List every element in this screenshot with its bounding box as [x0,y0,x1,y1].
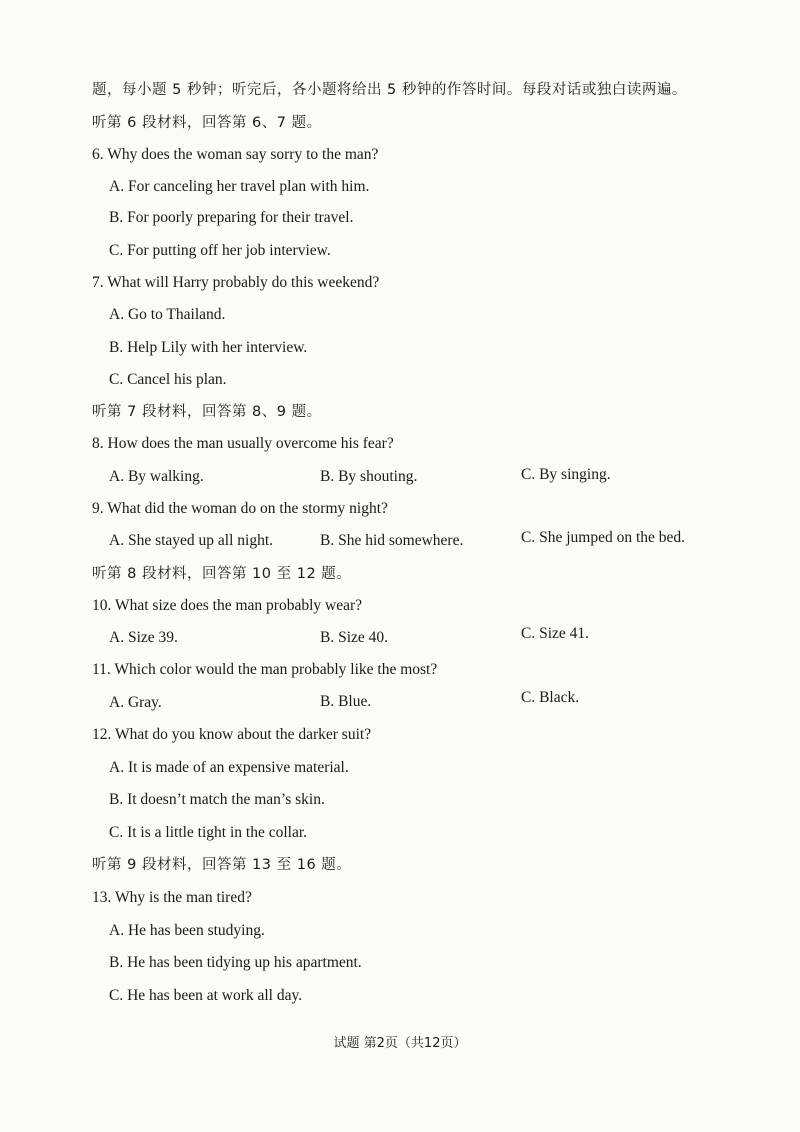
question-7-option-c: C. Cancel his plan. [109,371,227,388]
question-9-option-a: A. She stayed up all night. [109,532,274,549]
section-heading-7: 听第 7 段材料，回答第 8、9 题。 [92,404,322,420]
question-12-stem: 12. What do you know about the darker suit? [92,726,372,743]
question-7-option-a: A. Go to Thailand. [109,306,226,323]
question-8-stem: 8. How does the man usually overcome his fear? [92,435,394,452]
question-9-stem: 9. What did the woman do on the stormy night? [92,500,388,517]
question-11-stem: 11. Which color would the man probably like the most? [92,661,438,678]
question-13-option-c: C. He has been at work all day. [109,987,303,1004]
question-9-option-c: C. She jumped on the bed. [521,529,686,546]
question-8-option-b: B. By shouting. [320,468,418,485]
question-13-option-b: B. He has been tidying up his apartment. [109,954,362,971]
question-9-option-b: B. She hid somewhere. [320,532,464,549]
question-13-stem: 13. Why is the man tired? [92,889,252,906]
question-10-option-c: C. Size 41. [521,625,590,642]
question-11-option-c: C. Black. [521,689,580,706]
question-12-option-c: C. It is a little tight in the collar. [109,824,308,841]
listening-instructions: 题，每小题 5 秒钟；听完后，各小题将给出 5 秒钟的作答时间。每段对话或独白读两遍。 [92,82,687,98]
question-10-option-a: A. Size 39. [109,629,178,646]
question-7-stem: 7. What will Harry probably do this weekend? [92,274,380,291]
question-7-option-b: B. Help Lily with her interview. [109,339,308,356]
question-8-option-c: C. By singing. [521,466,611,483]
section-heading-6: 听第 6 段材料，回答第 6、7 题。 [92,115,322,131]
question-10-option-b: B. Size 40. [320,629,389,646]
section-heading-9: 听第 9 段材料，回答第 13 至 16 题。 [92,857,352,873]
question-11-option-b: B. Blue. [320,693,372,710]
question-6-option-c: C. For putting off her job interview. [109,242,331,259]
question-6-option-b: B. For poorly preparing for their travel. [109,209,354,226]
question-10-stem: 10. What size does the man probably wear? [92,597,363,614]
question-12-option-b: B. It doesn’t match the man’s skin. [109,791,325,808]
section-heading-8: 听第 8 段材料，回答第 10 至 12 题。 [92,566,352,582]
question-12-option-a: A. It is made of an expensive material. [109,759,349,776]
question-8-option-a: A. By walking. [109,468,204,485]
question-13-option-a: A. He has been studying. [109,922,265,939]
question-6-option-a: A. For canceling her travel plan with him. [109,178,370,195]
page-footer: 试题 第2页（共12页） [333,1036,467,1051]
question-11-option-a: A. Gray. [109,694,162,711]
question-6-stem: 6. Why does the woman say sorry to the man? [92,146,379,163]
